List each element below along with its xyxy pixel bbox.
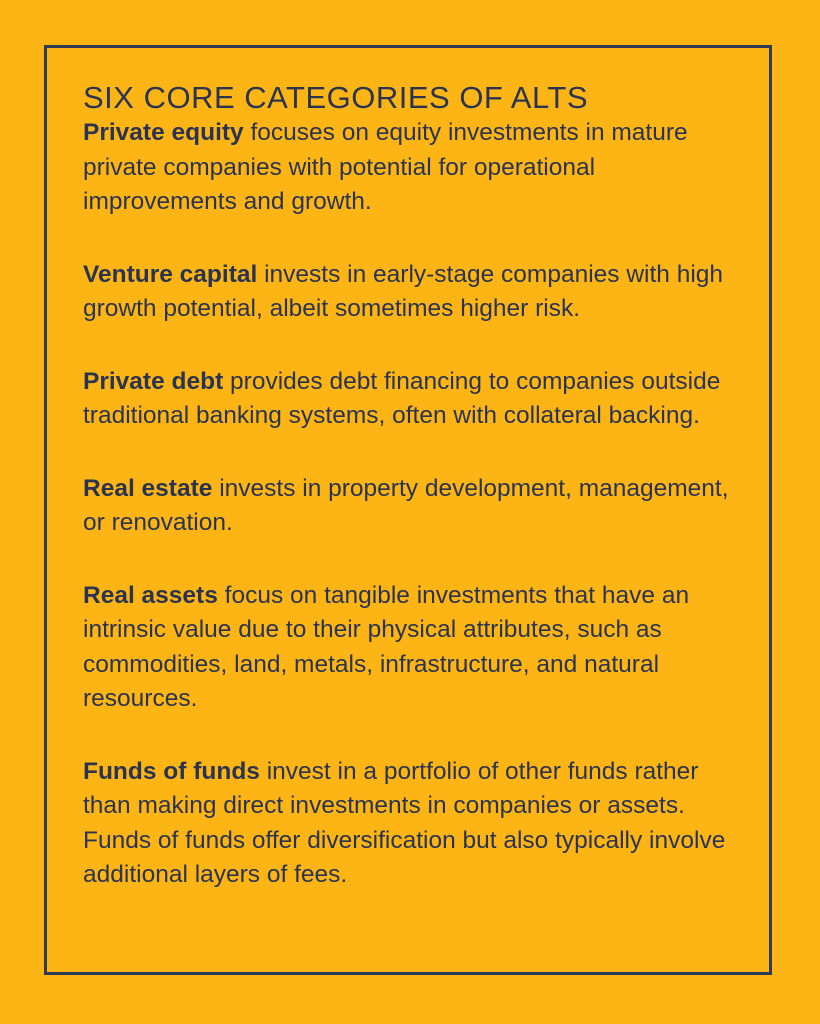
term-private-debt: Private debt [83,367,224,395]
description-private-equity: focuses on equity investments in mature private companies with potential for operational improvements and growth. [83,119,688,215]
description-funds-of-funds: invest in a portfolio of other funds rather than making direct investments in companies or assets. Funds of funds offer diversification but also typically involve additional layers of fees. [83,757,726,888]
section-venture-capital [83,258,743,327]
description-real-assets: focus on tangible investments that have an intrinsic value due to their physical attributes, such as commodities, land, metals, infrastructure, and natural resources. [83,581,690,712]
term-real-estate: Real estate [83,474,213,502]
term-venture-capital: Venture capital [83,260,258,288]
section-real-assets [83,579,743,717]
page-title: SIX CORE CATEGORIES OF ALTS [83,80,589,115]
section-private-equity [83,116,743,220]
description-private-debt: provides debt financing to companies outside traditional banking systems, often with collateral backing. [83,367,721,429]
section-private-debt [83,365,743,434]
description-real-estate: invests in property development, management, or renovation. [83,474,729,536]
term-private-equity: Private equity [83,119,244,146]
section-real-estate [83,472,743,541]
description-venture-capital: invests in early-stage companies with high growth potential, albeit sometimes higher risk. [83,260,724,322]
term-real-assets: Real assets [83,581,218,609]
content-area [83,80,743,931]
term-funds-of-funds: Funds of funds [83,757,260,785]
section-funds-of-funds [83,755,743,893]
